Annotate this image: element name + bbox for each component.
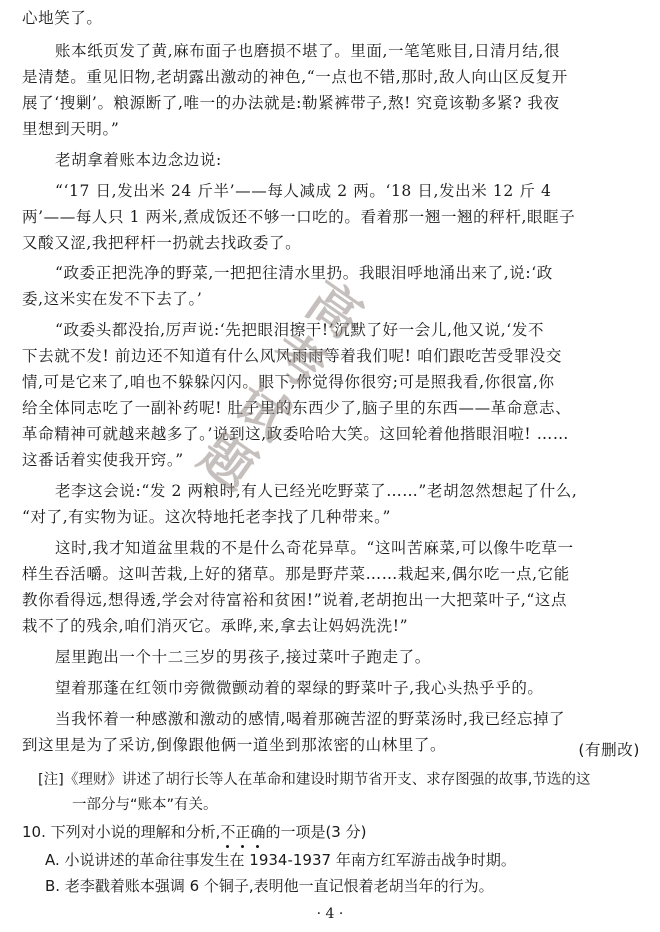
emphasis-char: 正 [235,823,251,841]
annotation-line-1: [注]《理财》讲述了胡行长等人在革命和建设时期节省开支、求存图强的故事,节选的这 [38,772,591,788]
passage-line: 屋里跑出一个十二三岁的男孩子,接过菜叶子跑走了。 [55,648,431,666]
passage-line: 当我怀着一种感激和激动的感情,喝着那碗苦涩的野菜汤时,我已经忘掉了 [55,710,566,728]
passage-line: 革命精神可就越来越多了。’说到这,政委哈哈大笑。这回轮着他揩眼泪啦! …… [22,425,569,443]
option-a: A. 小说讲述的革命往事发生在 1934-1937 年南方红军游击战争时期。 [45,851,516,869]
question-prefix: 10. 下列对小说的理解和分析, [22,823,221,841]
question-suffix: 的一项是(3 分) [265,823,367,841]
passage-line: 到这里是为了采访,倒像跟他俩一道坐到那浓密的山林里了。 [22,736,447,754]
emphasis-char: 确 [250,823,266,841]
passage-line: 里想到天明。” [22,120,120,138]
annotation-line-2: 一部分与“账本”有关。 [72,797,218,813]
passage-line: 展了‘搜剿’。粮源断了,唯一的办法就是:勒紧裤带子,熬! 究竟该勒多紧? 我夜 [22,94,560,112]
passage-line: 给全体同志吃了一副补药呢! 肚子里的东西少了,脑子里的东西——革命意志、 [22,399,572,417]
passage-line: 这时,我才知道盆里栽的不是什么奇花异草。“这叫苦麻菜,可以像牛吃草一 [55,539,574,557]
passage-line: “对了,有实物为证。这次特地托老李找了几种带来。” [22,508,392,526]
passage-line: 是清楚。重见旧物,老胡露出激动的神色,“一点也不错,那时,敌人向山区反复开 [22,68,568,86]
passage-line: 下去就不发! 前边还不知道有什么风风雨雨等着我们呢! 咱们跟吃苦受罪没交 [22,347,562,365]
passage-line: 账本纸页发了黄,麻布面子也磨损不堪了。里面,一笔笔账目,日清月结,很 [55,42,561,60]
passage-line: 又酸又涩,我把秤杆一扔就去找政委了。 [22,234,302,252]
source-note: (有删改) [578,741,640,759]
passage-line: 两’——每人只 1 两米,煮成饭还不够一口吃的。看着那一翘一翘的秤杆,眼眶子 [22,208,576,226]
passage-line: 情,可是它来了,咱也不躲躲闪闪。眼下,你觉得你很穷;可是照我看,你很富,你 [22,373,555,391]
passage-line: “政委头都没抬,厉声说:‘先把眼泪擦干!’沉默了好一会儿,他又说,‘发不 [55,321,545,339]
page-number: · 4 · [316,906,344,922]
passage-line: “政委正把洗净的野菜,一把把往清水里扔。我眼泪呼地涌出来了,说:‘政 [55,264,553,282]
passage-line: 栽不了的残余,咱们消灭它。承晔,来,拿去让妈妈洗洗!” [22,617,409,635]
passage-line: 教你看得远,想得透,学会对待富裕和贫困!”说着,老胡抱出一大把菜叶子,“这点 [22,591,568,609]
passage-line: 心地笑了。 [22,9,103,27]
passage-line: 老李这会说:“发 2 两粮时,有人已经光吃野菜了……”老胡忽然想起了什么, [55,482,578,500]
emphasis-char: 不 [220,823,236,841]
passage-line: 这番话着实使我开窍。” [22,451,184,469]
passage-line: “‘17 日,发出米 24 斤半’——每人减成 2 两。‘18 日,发出米 12 斤 4 [55,182,552,200]
passage-line: 老胡拿着账本边念边说: [55,151,222,169]
option-b: B. 老李戳着账本强调 6 个铜子,表明他一直记恨着老胡当年的行为。 [45,877,494,895]
watermark: 高考试题 [188,270,373,503]
passage-line: 望着那蓬在红领巾旁微微颤动着的翠绿的野菜叶子,我心头热乎乎的。 [55,679,544,697]
question-10-stem [22,822,622,842]
passage-line: 委,这米实在发不下去了。’ [22,290,203,308]
passage-line: 样生吞活嚼。这叫苦栽,上好的猪草。那是野芹菜……栽起来,偶尔吃一点,它能 [22,565,570,583]
